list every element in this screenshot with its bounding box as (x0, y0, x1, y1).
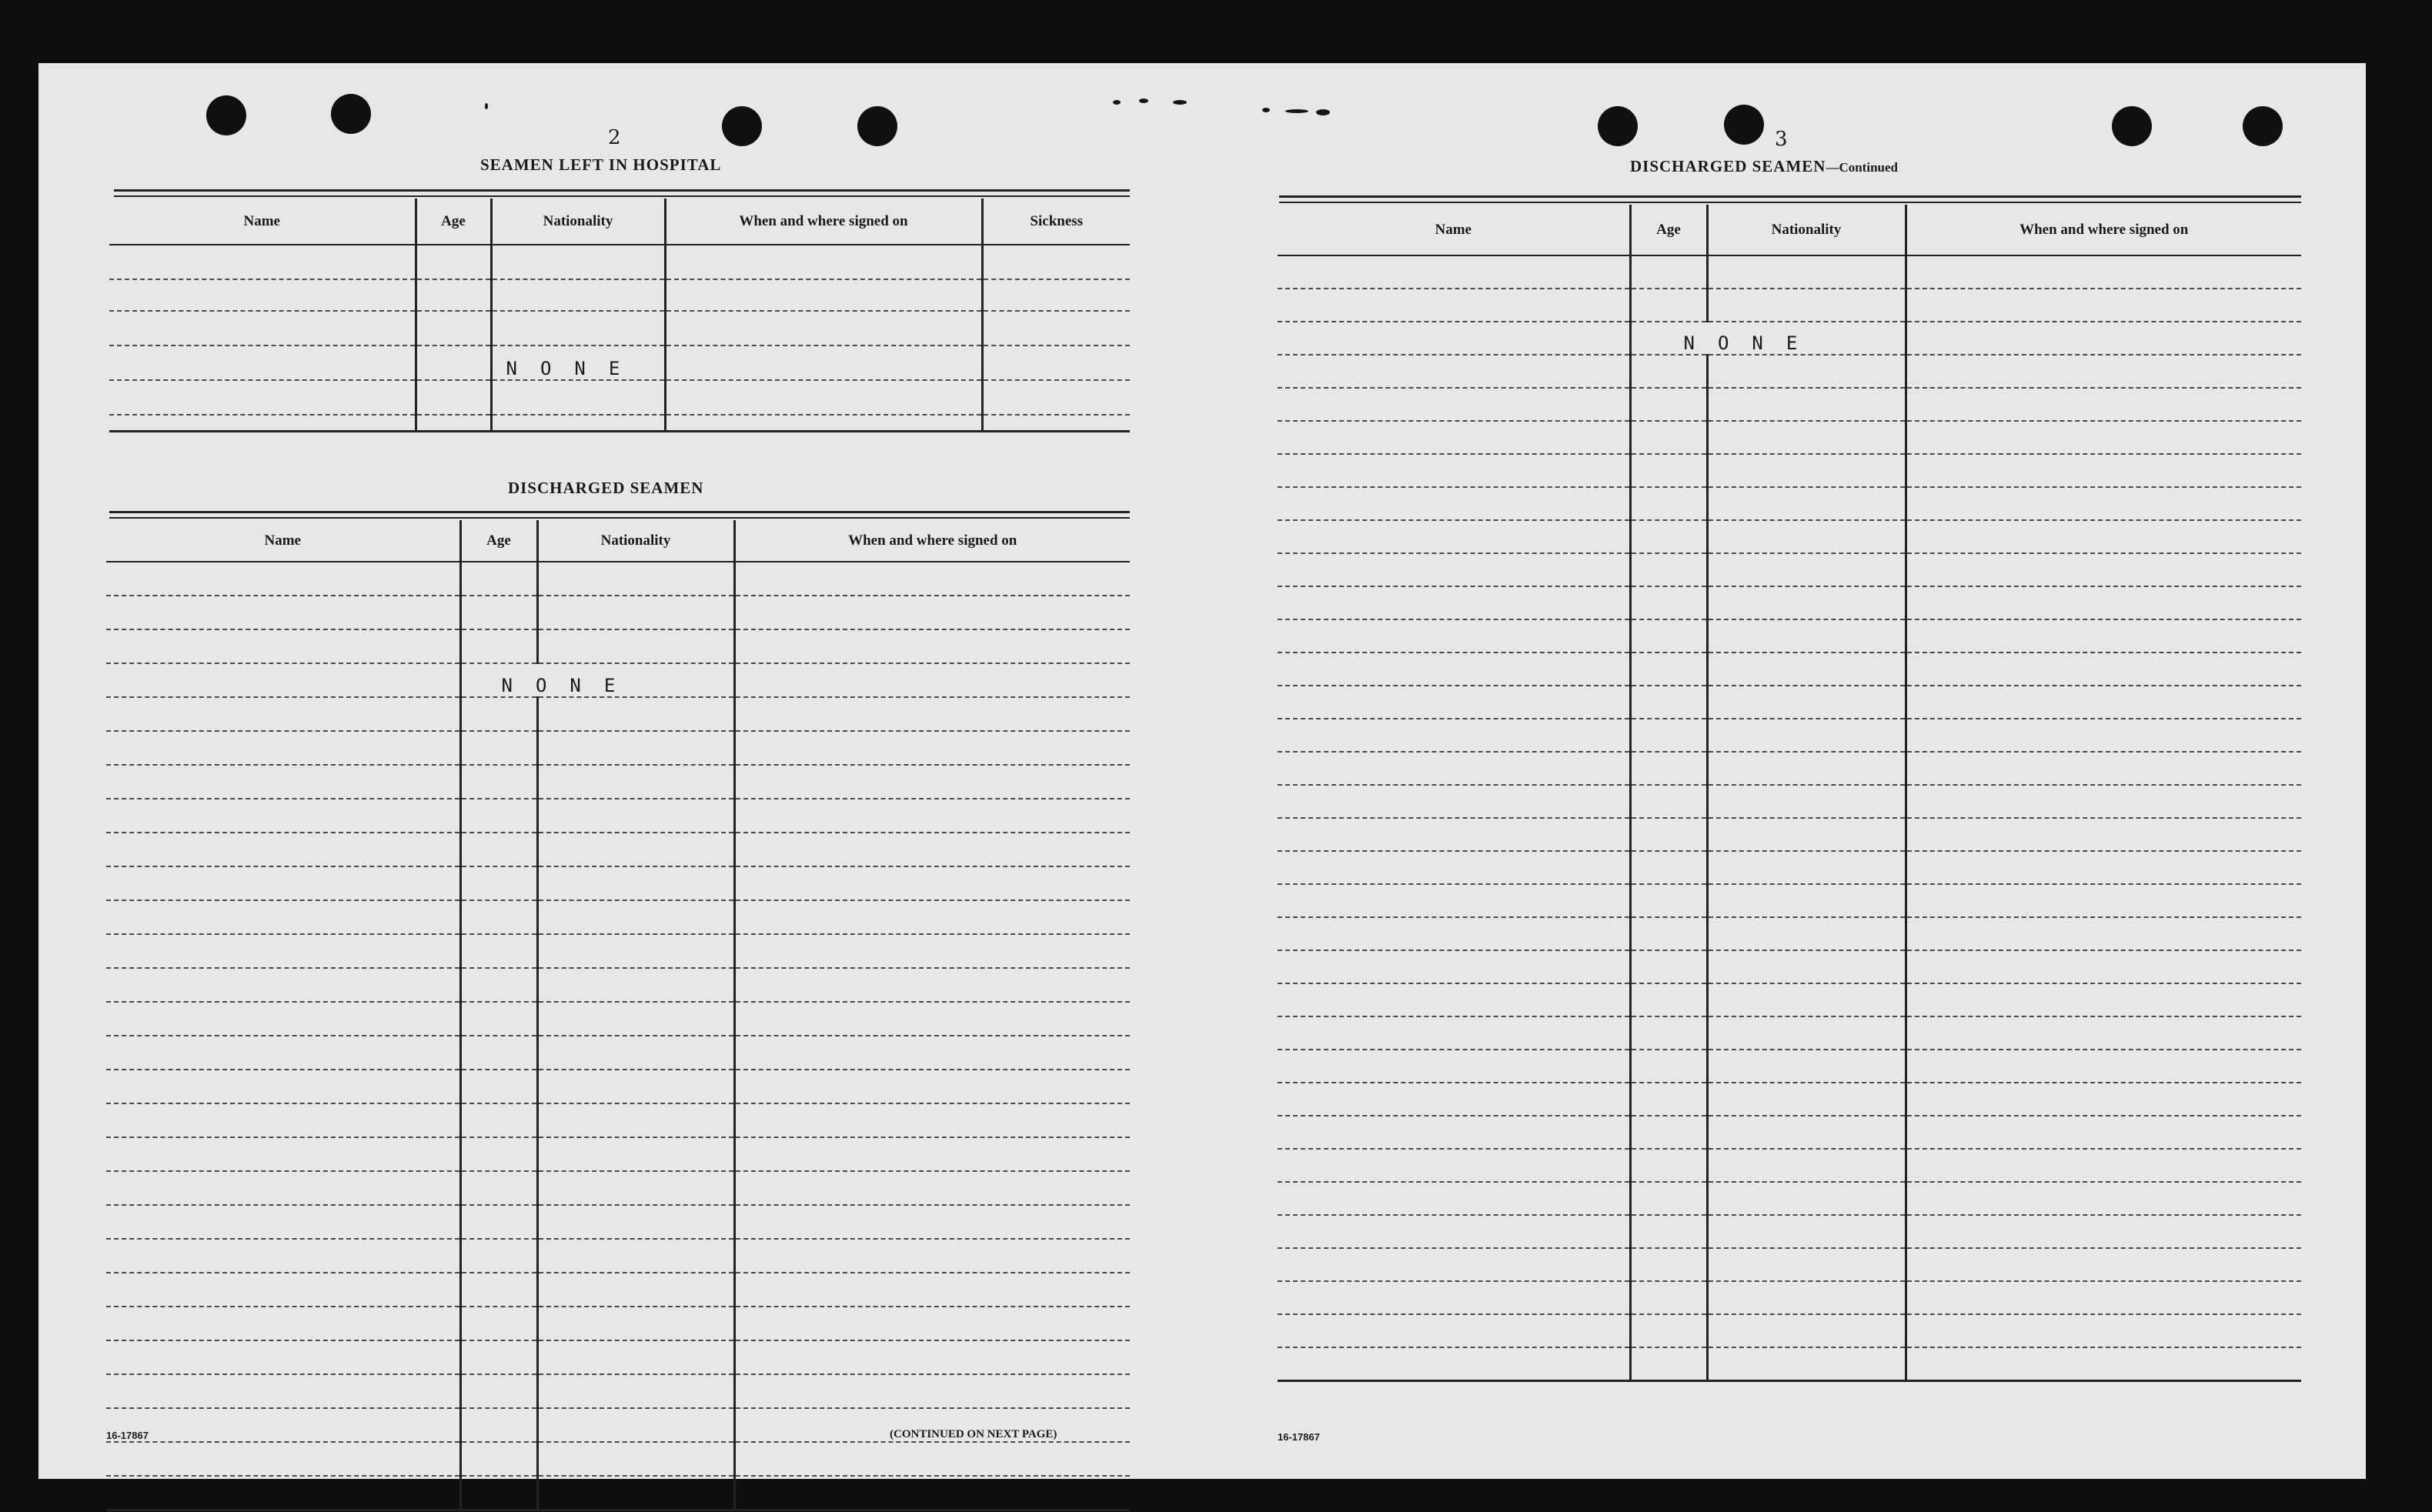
table-row (106, 1002, 1130, 1036)
column-header-nationality: Nationality (1707, 205, 1906, 255)
table-row (106, 968, 1130, 1002)
table-row (1278, 818, 2301, 851)
table-row (1278, 1149, 2301, 1182)
table-row (109, 415, 1130, 431)
header-rule (109, 517, 1130, 519)
table-row (106, 629, 1130, 663)
table-row (1278, 719, 2301, 752)
table-row (1278, 917, 2301, 950)
table-row (106, 934, 1130, 968)
column-header-nationality: Nationality (491, 199, 665, 245)
table-row (1278, 1050, 2301, 1083)
binder-hole (857, 106, 897, 146)
table-row (1278, 1083, 2301, 1116)
table-row (1278, 1016, 2301, 1050)
scan-speck (1262, 108, 1270, 112)
entry-none: NONE (460, 663, 734, 697)
table-row (1278, 686, 2301, 719)
continued-note: (CONTINUED ON NEXT PAGE) (890, 1428, 1057, 1440)
table-row (1278, 553, 2301, 586)
discharged-continued-title-text: DISCHARGED SEAMEN (1630, 157, 1826, 175)
table-row (1278, 388, 2301, 421)
table-row (106, 866, 1130, 900)
table-header-row (109, 199, 1130, 245)
column-header-sickness: Sickness (982, 199, 1130, 245)
binder-hole (1598, 106, 1638, 146)
scan-speck (1285, 109, 1308, 113)
form-number-right: 16-17867 (1278, 1431, 1320, 1443)
binder-hole (722, 106, 762, 146)
header-rule (114, 195, 1130, 197)
table-row (1278, 520, 2301, 553)
discharged-continued-title (1630, 157, 1898, 176)
table-row (1278, 322, 2301, 355)
table-row (1278, 619, 2301, 653)
table-row (106, 799, 1130, 833)
table-row (1278, 1347, 2301, 1380)
table-row (1278, 1215, 2301, 1248)
table-row (1278, 586, 2301, 619)
table-row (106, 1036, 1130, 1070)
table-row (1278, 1281, 2301, 1314)
table-row (1278, 785, 2301, 818)
column-header-nationality: Nationality (537, 520, 734, 562)
table-row (106, 1137, 1130, 1171)
table-row (1278, 1248, 2301, 1281)
table-row (106, 1239, 1130, 1273)
table-row (1278, 950, 2301, 983)
table-row (106, 1070, 1130, 1103)
table-row (1278, 289, 2301, 322)
binder-hole (2243, 106, 2283, 146)
table-row (106, 900, 1130, 934)
table-row (1278, 487, 2301, 520)
column-header-signed-on: When and where signed on (734, 520, 1130, 562)
binder-hole (206, 95, 246, 135)
table-row (109, 279, 1130, 311)
table-row (106, 1442, 1130, 1476)
column-header-name: Name (106, 520, 460, 562)
table-header-row (1278, 205, 2301, 255)
column-header-name: Name (1278, 205, 1630, 255)
table-row (106, 1205, 1130, 1239)
header-rule (1279, 202, 2301, 203)
ledger-sheet (38, 63, 2366, 1479)
table-row (106, 1374, 1130, 1408)
column-header-age: Age (460, 520, 537, 562)
table-row (1278, 454, 2301, 487)
table-row (106, 765, 1130, 799)
form-number-left: 16-17867 (106, 1430, 149, 1441)
discharged-continued-table (1278, 205, 2301, 1382)
table-row (106, 697, 1130, 731)
scan-speck (1316, 109, 1330, 115)
table-row (1278, 255, 2301, 289)
binder-hole (2112, 106, 2152, 146)
table-row (106, 562, 1130, 596)
table-row (109, 311, 1130, 345)
page-number-right: 3 (1775, 128, 1788, 151)
table-row (106, 1171, 1130, 1205)
table-row (106, 731, 1130, 765)
column-header-signed-on: When and where signed on (1906, 205, 2301, 255)
scan-speck (1173, 100, 1187, 105)
table-row (1278, 1182, 2301, 1215)
table-row (1278, 355, 2301, 388)
entry-none: NONE (491, 345, 665, 380)
scan-speck (485, 103, 488, 109)
entry-none: NONE (1630, 322, 1906, 355)
scan-speck (1113, 100, 1121, 105)
scan-speck (1139, 98, 1148, 103)
column-header-age: Age (1630, 205, 1707, 255)
table-row (106, 1273, 1130, 1307)
table-row (106, 833, 1130, 866)
column-header-signed-on: When and where signed on (665, 199, 982, 245)
table-row (1278, 884, 2301, 917)
table-row (109, 380, 1130, 415)
discharged-section-title: DISCHARGED SEAMEN (508, 479, 704, 497)
continued-suffix: —Continued (1826, 160, 1898, 175)
table-row (106, 1307, 1130, 1340)
header-rule (114, 189, 1130, 192)
table-row (106, 663, 1130, 697)
table-row (106, 1340, 1130, 1374)
table-header-row (106, 520, 1130, 562)
hospital-table (109, 199, 1130, 432)
header-rule (1279, 195, 2301, 198)
page-number-left: 2 (608, 126, 621, 149)
table-row (106, 596, 1130, 629)
table-row (1278, 1314, 2301, 1347)
discharged-table (106, 520, 1130, 1511)
column-header-age: Age (416, 199, 491, 245)
table-row (109, 345, 1130, 380)
hospital-section-title: SEAMEN LEFT IN HOSPITAL (480, 155, 722, 174)
binder-hole (331, 94, 371, 134)
table-row (1278, 983, 2301, 1016)
table-row (1278, 421, 2301, 454)
table-row (106, 1103, 1130, 1137)
header-rule (109, 511, 1130, 513)
table-row (1278, 1116, 2301, 1149)
column-header-name: Name (109, 199, 416, 245)
table-row (1278, 752, 2301, 785)
table-row (1278, 653, 2301, 686)
binder-hole (1724, 105, 1764, 145)
table-row (1278, 851, 2301, 884)
table-row (109, 245, 1130, 279)
table-row (106, 1476, 1130, 1510)
